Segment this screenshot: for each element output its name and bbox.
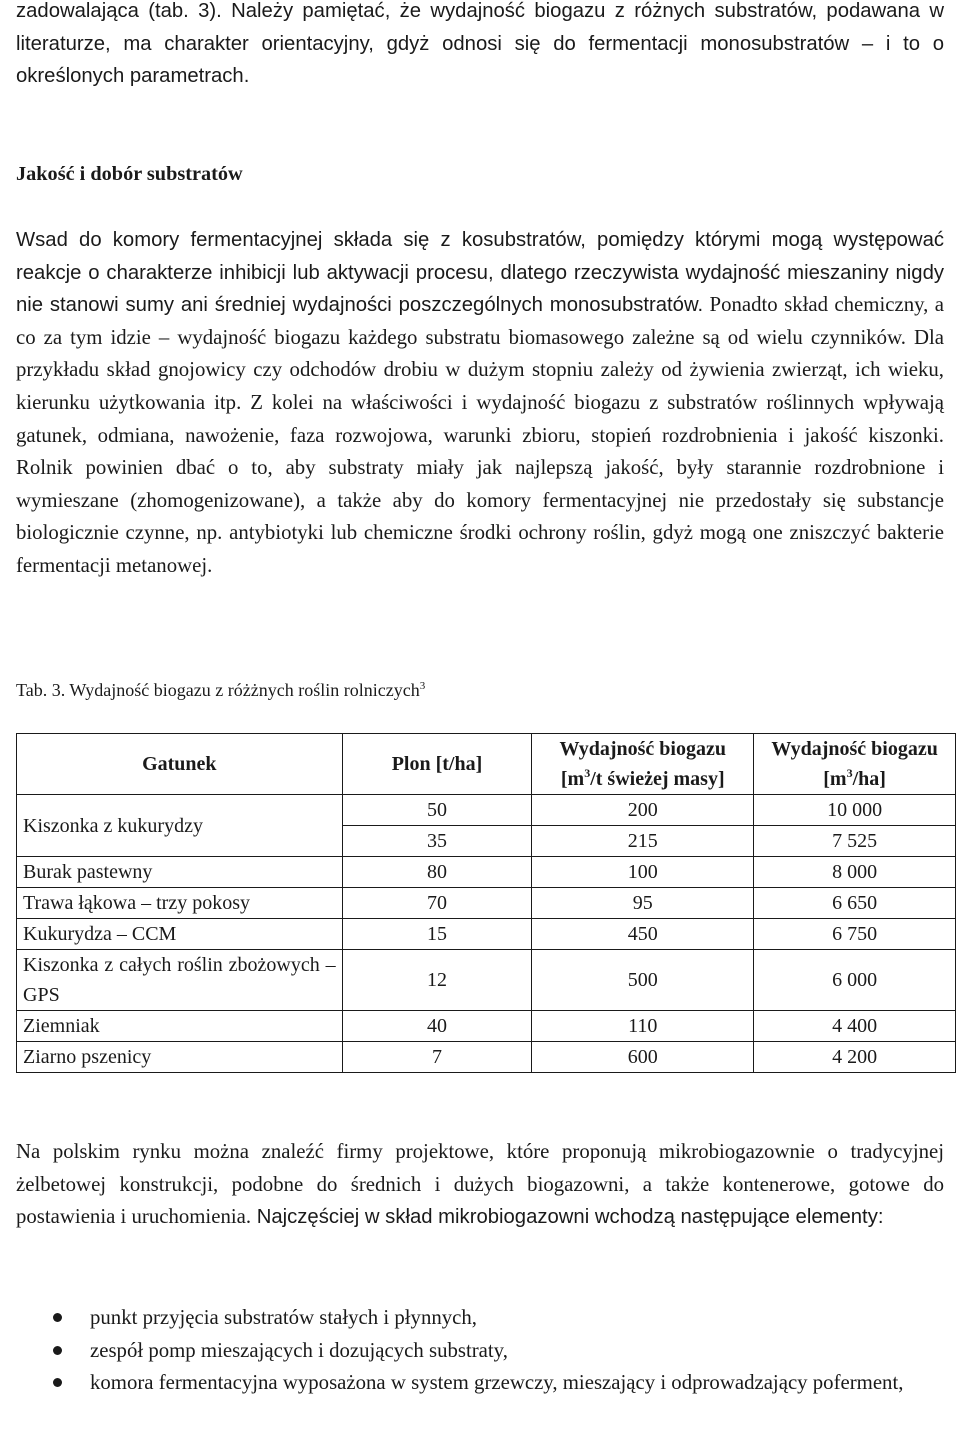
- cell-biogas-area: 4 400: [754, 1011, 956, 1042]
- list-item: [16, 1367, 944, 1400]
- cell-species: Kukurydza – CCM: [17, 919, 343, 950]
- cell-biogas-area: 7 525: [754, 826, 956, 857]
- table-caption: [16, 676, 425, 704]
- cell-yield: 15: [342, 919, 532, 950]
- cell-biogas-fresh: 215: [532, 826, 754, 857]
- header-biogas-area-unit-sup: 3: [846, 766, 853, 780]
- cell-biogas-fresh: 95: [532, 888, 754, 919]
- cell-species: Burak pastewny: [17, 857, 343, 888]
- cell-biogas-area: 6 000: [754, 950, 956, 1011]
- table-row: [17, 919, 956, 950]
- header-biogas-area-unit-post: /ha]: [852, 768, 886, 790]
- cell-biogas-fresh: 500: [532, 950, 754, 1011]
- table-row: [17, 795, 956, 826]
- header-yield: Plon [t/ha]: [342, 734, 532, 795]
- cell-yield: 70: [342, 888, 532, 919]
- cell-species: Kiszonka z kukurydzy: [17, 795, 343, 857]
- cell-yield: 80: [342, 857, 532, 888]
- bullet-icon: [53, 1346, 62, 1355]
- header-species: Gatunek: [17, 734, 343, 795]
- closing-paragraph: [16, 1136, 944, 1234]
- section-paragraph: [16, 224, 944, 583]
- section-paragraph-part1: Wsad do komory fermentacyjnej składa się z kosubstratów, pomiędzy którymi mogą występować reakcje o charakterze inhibicji lub aktywacji procesu, dlatego rzeczywista wydajność mieszaniny nigdy nie stanowi sumy ani średniej wydajności poszczególnych monosubstratów.: [16, 229, 944, 317]
- header-biogas-area-unit-pre: [m: [823, 768, 847, 790]
- cell-biogas-fresh: 450: [532, 919, 754, 950]
- cell-biogas-area: 6 650: [754, 888, 956, 919]
- header-biogas-fresh-unit-post: /t świeżej masy]: [590, 768, 725, 790]
- header-biogas-fresh-unit-pre: [m: [560, 768, 585, 790]
- header-biogas-fresh-unit-sup: 3: [584, 766, 591, 780]
- cell-biogas-fresh: 600: [532, 1042, 754, 1073]
- bullet-icon: [53, 1378, 62, 1387]
- cell-yield: 7: [342, 1042, 532, 1073]
- cell-species: Kiszonka z całych roślin zbożowych – GPS: [17, 950, 343, 1011]
- table-caption-footnote: 3: [419, 680, 426, 692]
- cell-yield: 50: [342, 795, 532, 826]
- table-row: [17, 857, 956, 888]
- cell-biogas-fresh: 110: [532, 1011, 754, 1042]
- header-biogas-area: [754, 734, 956, 795]
- list-item: [16, 1335, 944, 1368]
- section-paragraph-part2: Ponadto skład chemiczny, a co za tym idzie – wydajność biogazu każdego substratu biomasowego zależne są od wielu czynników. Dla przykładu skład gnojowicy czy odchodów drobiu w dużym stopniu zależy od żywienia zwierząt, ich wieku, kierunku użytkowania itp. Z kolei na właściwości i wydajność biogazu z substratów roślinnych wpływają gatunek, odmiana, nawożenie, faza rozwojowa, warunki zbioru, stopień rozdrobnienia i jakość kiszonki. Rolnik powinien dbać o to, aby substraty miały jak najlepszą jakość, były starannie rozdrobnione i wymieszane (zhomogenizowane), a także aby do komory fermentacyjnej nie przedostały się substancje biologicznie czynne, np. antybiotyki lub chemiczne środki ochrony roślin, gdyż mogą one zniszczyć bakterie fermentacji metanowej.: [16, 293, 944, 577]
- header-biogas-area-line1: Wydajność biogazu: [771, 738, 938, 760]
- table-row: [17, 950, 956, 1011]
- bullet-icon: [53, 1313, 62, 1322]
- cell-biogas-fresh: 100: [532, 857, 754, 888]
- cell-biogas-area: 6 750: [754, 919, 956, 950]
- intro-paragraph: zadowalająca (tab. 3). Należy pamiętać, że wydajność biogazu z różnych substratów, podawana w literaturze, ma charakter orientacyjny, gdyż odnosi się do fermentacji monosubstratów – i to o określonych parametrach.: [16, 0, 944, 88]
- cell-yield: 40: [342, 1011, 532, 1042]
- cell-species: Ziemniak: [17, 1011, 343, 1042]
- list-item: [16, 1302, 944, 1335]
- closing-paragraph-part2: Najczęściej w skład mikrobiogazowni wchodzą następujące elementy:: [251, 1206, 884, 1229]
- document-page: [16, 0, 944, 1395]
- components-list: [16, 1302, 944, 1400]
- cell-species: Trawa łąkowa – trzy pokosy: [17, 888, 343, 919]
- list-item-text: zespół pomp mieszających i dozujących substraty,: [90, 1338, 508, 1362]
- list-item-text: punkt przyjęcia substratów stałych i płynnych,: [90, 1306, 477, 1329]
- table-row: [17, 1042, 956, 1073]
- list-item-text: komora fermentacyjna wyposażona w system grzewczy, mieszający i odprowadzający poferment,: [90, 1371, 904, 1395]
- cell-biogas-area: 4 200: [754, 1042, 956, 1073]
- closing-paragraph-part1: Na polskim rynku można znaleźć firmy projektowe, które proponują mikrobiogazownie o tradycyjnej żelbetowej konstrukcji, podobne do średnich i dużych biogazowni, a także kontenerowe, gotowe do postawienia i uruchomienia.: [16, 1140, 944, 1229]
- header-biogas-fresh-line1: Wydajność biogazu: [559, 738, 726, 760]
- cell-biogas-area: 8 000: [754, 857, 956, 888]
- cell-biogas-area: 10 000: [754, 795, 956, 826]
- table-row: [17, 888, 956, 919]
- cell-biogas-fresh: 200: [532, 795, 754, 826]
- cell-species: Ziarno pszenicy: [17, 1042, 343, 1073]
- cell-yield: 12: [342, 950, 532, 1011]
- header-biogas-fresh: [532, 734, 754, 795]
- table-row: [17, 1011, 956, 1042]
- table-caption-text: Tab. 3. Wydajność biogazu z różżnych roślin rolniczych: [16, 680, 420, 700]
- table-header-row: [17, 734, 956, 795]
- section-heading: Jakość i dobór substratów: [16, 163, 243, 185]
- cell-yield: 35: [342, 826, 532, 857]
- biogas-yield-table: [16, 733, 956, 1073]
